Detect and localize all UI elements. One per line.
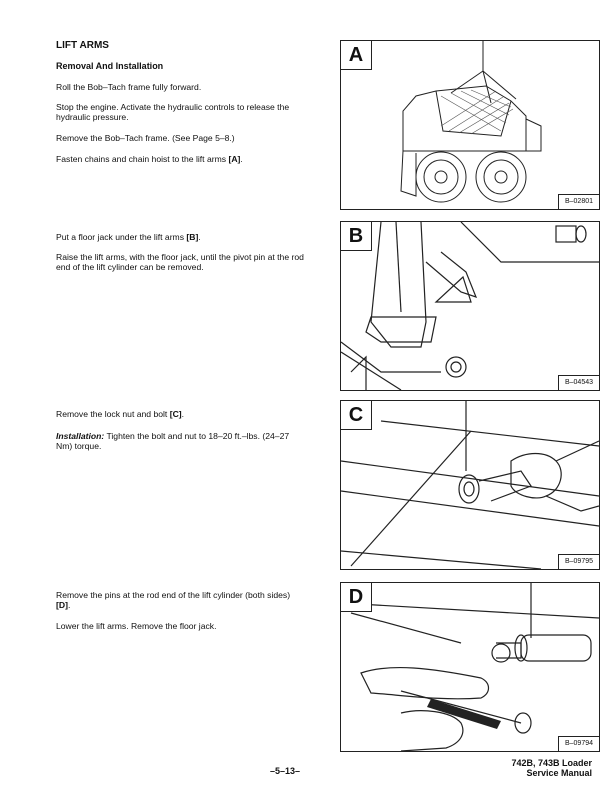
step-remove-frame: Remove the Bob–Tach frame. (See Page 5–8.) [56,133,235,143]
figure-d [340,582,600,752]
manual-title-line1: 742B, 743B Loader [511,758,592,768]
step-raise-arms: Raise the lift arms, with the floor jack, until the pivot pin at the rod end of the lift cylinder can be removed. [56,252,304,273]
loader-chain-hoist-illustration [341,41,599,209]
figure-code: B–04543 [558,375,599,390]
figure-b [340,221,600,391]
figure-letter: A [341,41,372,70]
step-text: Remove the lock nut and bolt [56,409,170,419]
subheading: Removal And Installation [56,61,164,71]
step-floor-jack: Put a floor jack under the lift arms [B]. [56,232,201,242]
figure-ref: [D] [56,600,68,611]
figure-letter: D [341,583,372,612]
page-number: –5–13– [270,766,301,776]
step-text: Tighten the bolt and nut to 18–20 ft.–lbs. (24–27 Nm) torque. [56,431,290,452]
manual-title [511,758,592,778]
figure-ref: [C] [169,409,182,419]
floor-jack-illustration [341,222,599,390]
cylinder-pins-illustration [341,583,599,751]
figure-letter: B [341,222,372,251]
figure-code: B–09794 [558,736,599,751]
figure-code: B–02801 [558,194,599,209]
step-installation-note [56,431,306,452]
step-roll-frame: Roll the Bob–Tach frame fully forward. [56,82,202,92]
step-fasten-chains: Fasten chains and chain hoist to the lift arms [A]. [56,154,243,164]
section-title: LIFT ARMS [56,40,109,51]
step-stop-engine: Stop the engine. Activate the hydraulic controls to release the hydraulic pressure. [56,102,290,123]
figure-ref: [B] [186,232,199,242]
step-remove-lock-nut: Remove the lock nut and bolt [C]. [56,409,185,419]
figure-ref: [A] [228,154,241,164]
step-lower-arms: Lower the lift arms. Remove the floor jack. [56,621,217,631]
step-text: Fasten chains and chain hoist to the lift arms [56,154,229,164]
figure-c [340,400,600,570]
manual-title-line2: Service Manual [526,768,592,778]
installation-label: Installation: [56,431,105,441]
step-text: Put a floor jack under the lift arms [56,232,187,242]
step-remove-pins: Remove the pins at the rod end of the lift cylinder (both sides) [D]. [56,590,291,611]
lock-nut-bolt-illustration [341,401,599,569]
figure-code: B–09795 [558,554,599,569]
figure-letter: C [341,401,372,430]
figure-a [340,40,600,210]
step-text: Remove the pins at the rod end of the lift cylinder (both sides) [56,590,291,600]
